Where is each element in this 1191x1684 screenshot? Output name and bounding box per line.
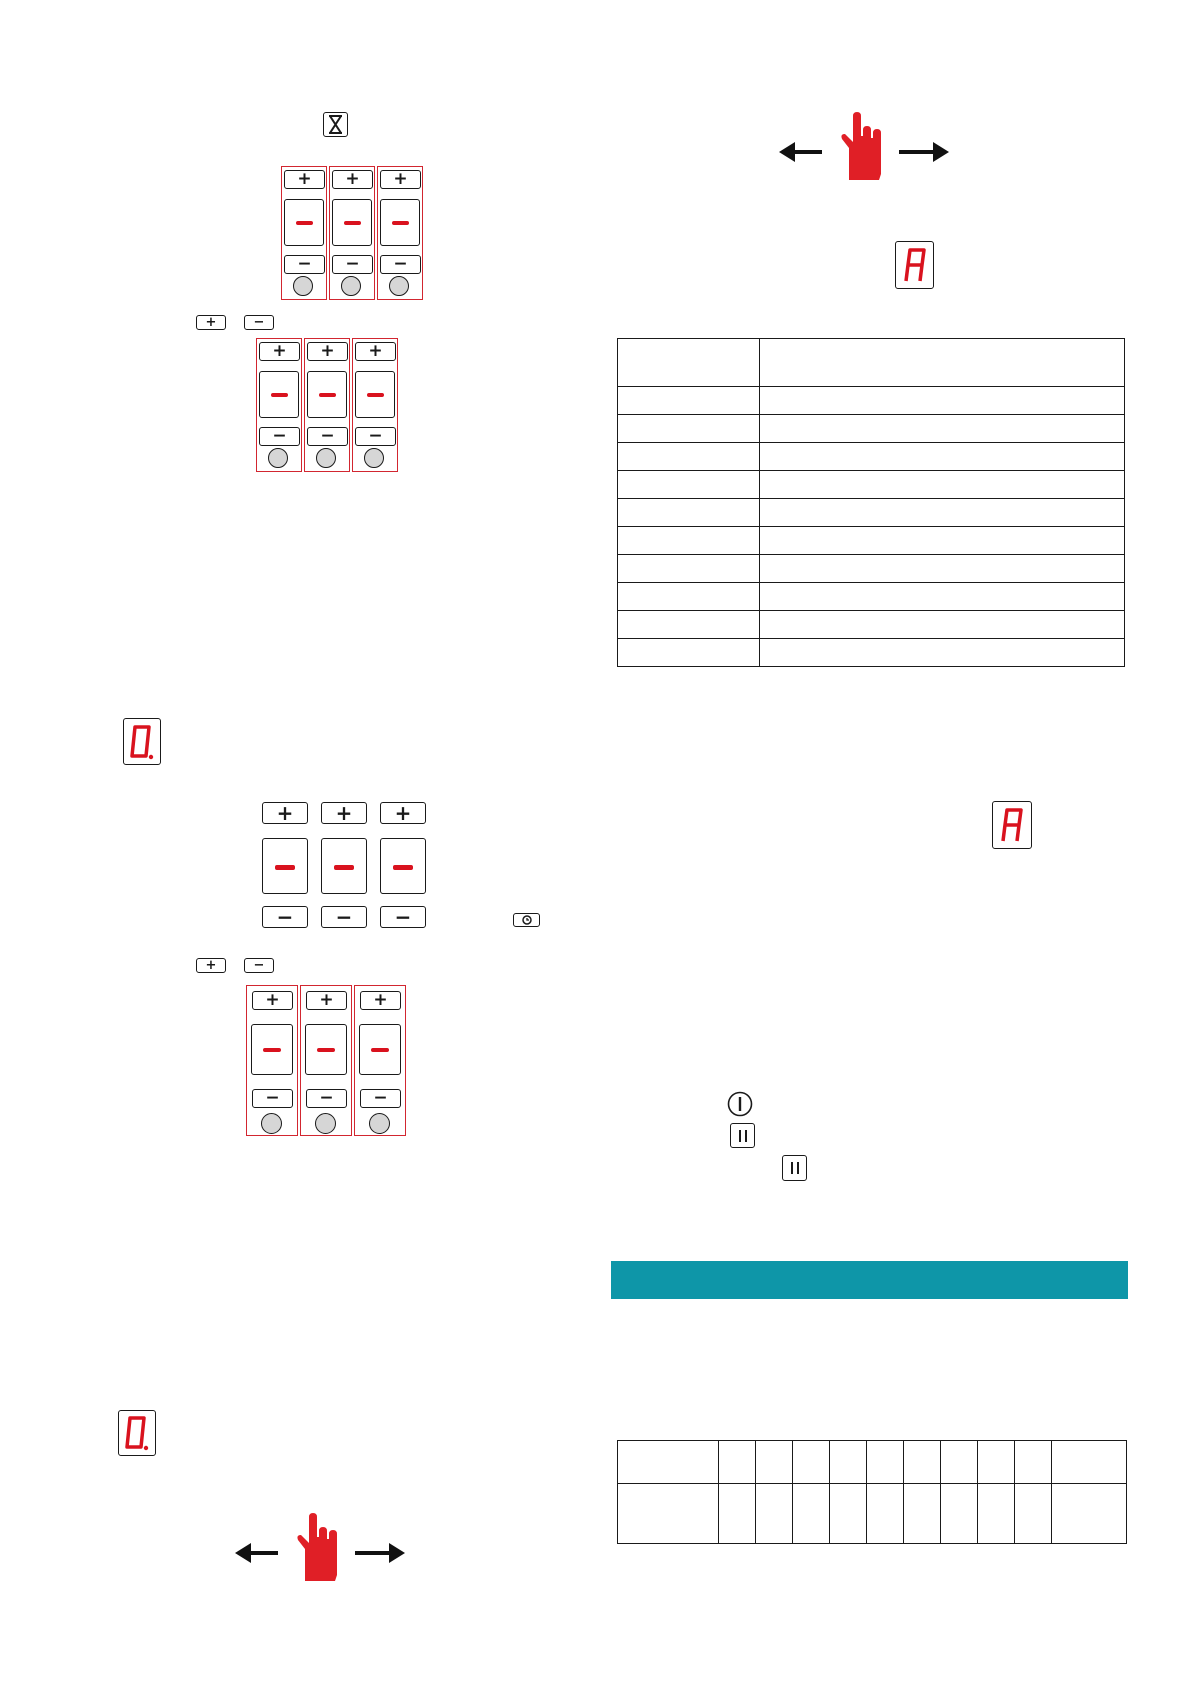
power-icon[interactable] [727,1091,753,1117]
minus-button[interactable]: − [252,1089,293,1108]
seven-segment-display [380,838,426,894]
minus-button[interactable]: − [262,906,308,928]
display-a-icon [895,241,934,289]
plus-button[interactable]: + [252,991,293,1010]
minus-button[interactable]: − [321,906,367,928]
plus-button[interactable]: + [196,958,226,973]
seven-segment-display [355,371,395,418]
minus-button[interactable]: − [306,1089,347,1108]
plus-button[interactable]: + [306,991,347,1010]
minus-button[interactable]: − [380,906,426,928]
plus-button[interactable]: + [355,342,396,361]
minus-button[interactable]: − [259,427,300,446]
seven-segment-display [262,838,308,894]
minus-button[interactable]: − [332,255,373,274]
hand-slide-icon [777,112,952,182]
minus-button[interactable]: − [307,427,348,446]
zone-indicator-led [369,1113,390,1134]
pause-icon[interactable] [782,1155,807,1181]
seven-segment-display [305,1024,347,1075]
plus-button[interactable]: + [284,170,325,189]
seven-segment-display [332,199,372,246]
seven-segment-display [321,838,367,894]
plus-button[interactable]: + [196,315,226,330]
plus-button[interactable]: + [360,991,401,1010]
zone-indicator-led [389,276,409,296]
zone-indicator-led [315,1113,336,1134]
info-table [617,338,1125,667]
minus-button[interactable]: − [244,958,274,973]
pause-icon[interactable] [730,1123,755,1148]
plus-button[interactable]: + [380,170,421,189]
zone-indicator-led [261,1113,282,1134]
hand-slide-icon [233,1513,408,1583]
display-zero-icon [118,1410,156,1456]
minus-button[interactable]: − [284,255,325,274]
seven-segment-display [307,371,347,418]
plus-button[interactable]: + [262,802,308,824]
seven-segment-display [359,1024,401,1075]
zone-indicator-led [364,448,384,468]
minus-button[interactable]: − [244,315,274,330]
zone-indicator-led [268,448,288,468]
hourglass-icon [323,112,348,137]
section-header-band [611,1261,1128,1299]
plus-button[interactable]: + [380,802,426,824]
minus-button[interactable]: − [355,427,396,446]
minus-button[interactable]: − [380,255,421,274]
zone-indicator-led [293,276,313,296]
seven-segment-display [259,371,299,418]
seven-segment-display [380,199,420,246]
minus-button[interactable]: − [360,1089,401,1108]
display-zero-icon [123,718,161,765]
plus-button[interactable]: + [307,342,348,361]
zone-indicator-led [341,276,361,296]
zone-indicator-led [316,448,336,468]
spec-table [617,1440,1127,1544]
plus-button[interactable]: + [332,170,373,189]
plus-button[interactable]: + [321,802,367,824]
plus-button[interactable]: + [259,342,300,361]
timer-icon[interactable] [513,913,540,927]
seven-segment-display [284,199,324,246]
seven-segment-display [251,1024,293,1075]
display-a-icon [992,801,1032,849]
